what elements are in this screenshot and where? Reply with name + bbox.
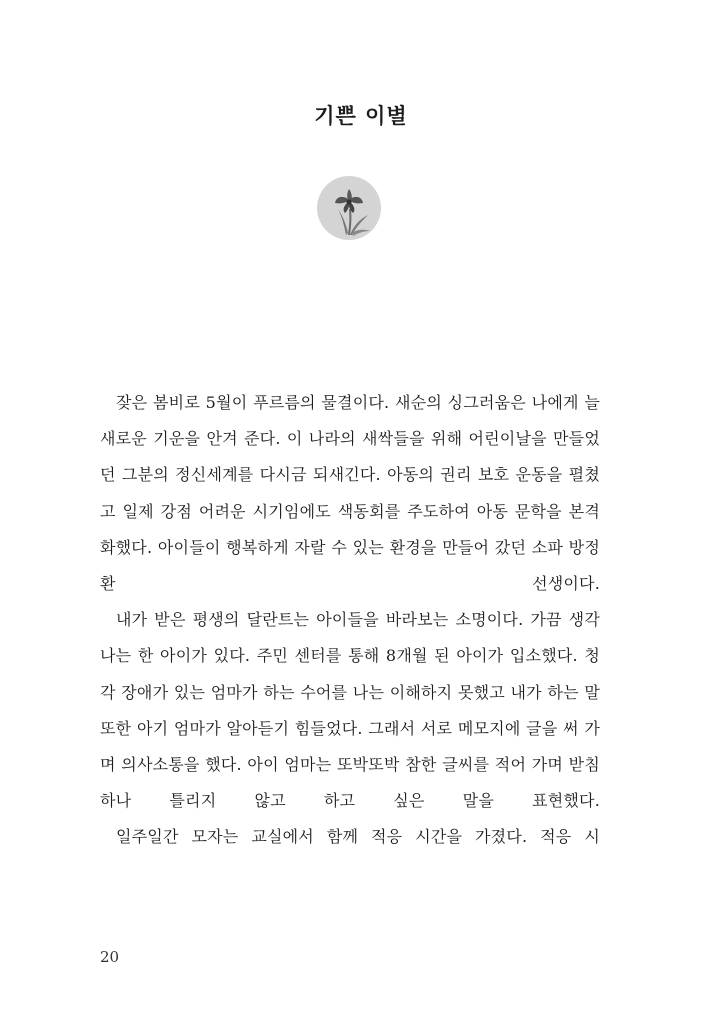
flower-center (347, 200, 352, 205)
paragraph-text: 잦은 봄비로 5월이 푸르름의 물결이다. 새순의 싱그러움은 나에게 늘 새로운 기운을 안겨 준다. 이 나라의 새싹들을 위해 어린이날을 만들었던 그분의 정신세계를 다시금 되새긴다. 아동의 권리 보호 운동을 펼쳤고 일제 강점 어려운 시기임에도 색동회를 주도하여 아동 문학을 본격화했다. 아이들이 행복하게 자랄 수 있는 환경을 만들어 갔던 소파 방정환 선생이다. (100, 393, 600, 594)
iris-flower-icon (316, 175, 382, 241)
paragraph (100, 602, 600, 819)
chapter-title: 기쁜 이별 (314, 103, 408, 128)
paragraph-text: 일주일간 모자는 교실에서 함께 적응 시간을 가졌다. 적응 시 (116, 827, 600, 847)
paragraph (100, 385, 600, 602)
paragraph-text: 내가 받은 평생의 달란트는 아이들을 바라보는 소명이다. 가끔 생각나는 한 아이가 있다. 주민 센터를 통해 8개월 된 아이가 입소했다. 청각 장애가 있는 엄마가 하는 수어를 나는 이해하지 못했고 내가 하는 말 또한 아기 엄마가 알아듣기 힘들었다. 그래서 서로 메모지에 글을 써 가며 의사소통을 했다. 아이 엄마는 또박또박 참한 글씨를 적어 가며 받침 하나 틀리지 않고 하고 싶은 말을 표현했다. (100, 610, 600, 811)
paragraph (100, 819, 600, 855)
essay-body (100, 385, 600, 856)
page-number: 20 (100, 948, 120, 966)
